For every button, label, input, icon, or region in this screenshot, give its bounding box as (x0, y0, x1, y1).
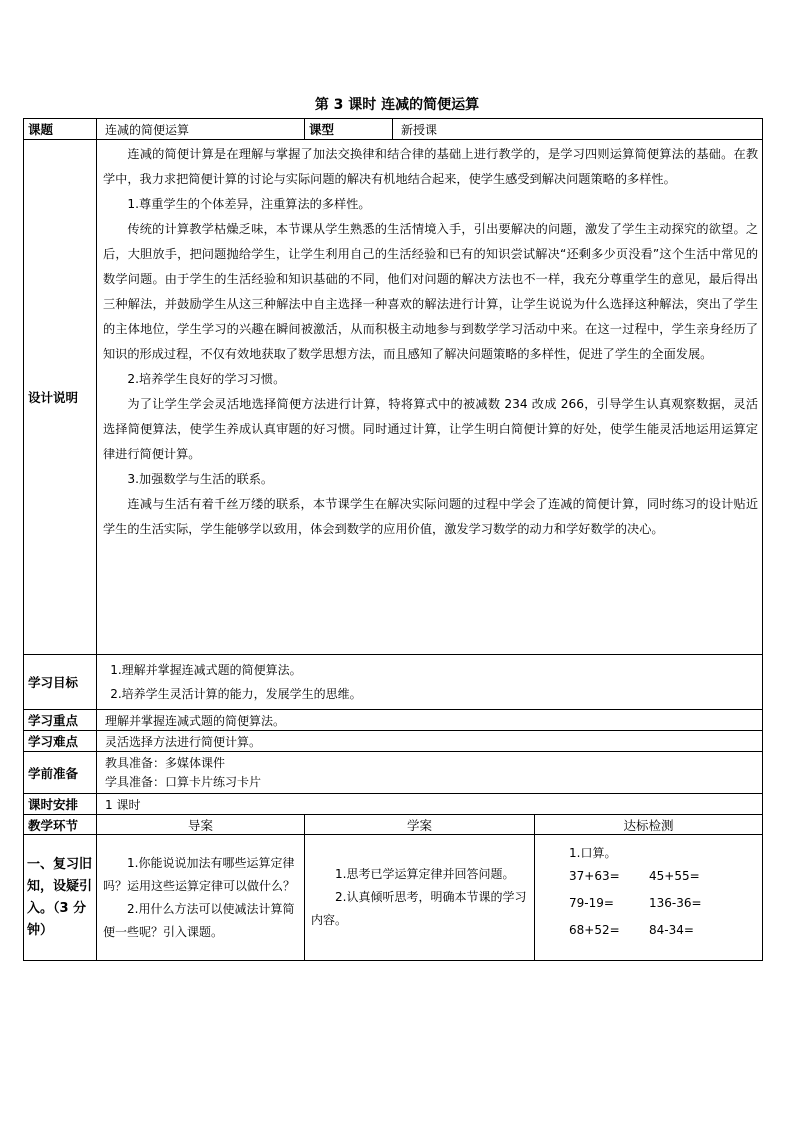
check-row (541, 863, 756, 890)
design-paragraph: 2.培养学生良好的学习习惯。 (127, 372, 286, 386)
step1-check (535, 835, 763, 961)
step1-study (305, 835, 535, 961)
study-item: 1.思考已学运算定律并回答问题。 (335, 867, 515, 881)
design-paragraph: 3.加强数学与生活的联系。 (127, 472, 274, 486)
design-label: 设计说明 (24, 140, 97, 655)
step1-row (24, 835, 763, 961)
goals-label: 学习目标 (24, 655, 97, 710)
process-label: 教学环节 (24, 815, 97, 835)
schedule-value: 1 课时 (97, 794, 763, 815)
check-expression: 68+52= (569, 923, 620, 937)
check-expression: 84-34= (649, 923, 694, 937)
guide-item: 2.用什么方法可以使减法计算简便一些呢？引入课题。 (103, 901, 295, 939)
design-paragraph: 为了让学生学会灵活地选择简便方法进行计算，特将算式中的被减数 234 改成 266，引导学生认真观察数据，灵活选择简便算法，使学生养成认真审题的好习惯。同时通过计算，让学生明白简便计算的好处，使学生能灵活地运用运算定律进行简便计算。 (103, 397, 759, 461)
difficulty-row (24, 731, 763, 752)
difficulty-label: 学习难点 (24, 731, 97, 752)
goals-row (24, 655, 763, 710)
goal-item: 1.理解并掌握连减式题的简便算法。 (110, 663, 302, 677)
key-value: 理解并掌握连减式题的简便算法。 (97, 710, 763, 731)
topic-value: 连减的简便运算 (97, 119, 305, 140)
check-row (541, 917, 756, 944)
prep-label: 学前准备 (24, 752, 97, 794)
difficulty-value: 灵活选择方法进行简便计算。 (97, 731, 763, 752)
study-header: 学案 (305, 815, 535, 835)
key-row (24, 710, 763, 731)
schedule-row (24, 794, 763, 815)
guide-header: 导案 (97, 815, 305, 835)
prep-teacher: 教具准备：多媒体课件 (105, 755, 226, 770)
check-row (541, 890, 756, 917)
topic-label: 课题 (24, 119, 97, 140)
check-header: 达标检测 (535, 815, 763, 835)
step1-name: 一、复习旧知，设疑引入。（3 分钟） (24, 835, 97, 961)
design-content (97, 140, 763, 655)
prep-content (97, 752, 763, 794)
step1-guide (97, 835, 305, 961)
topic-row (24, 119, 763, 140)
design-paragraph: 1.尊重学生的个体差异，注重算法的多样性。 (127, 197, 371, 211)
goals-content (97, 655, 763, 710)
type-label: 课型 (305, 119, 393, 140)
design-paragraph: 连减的简便计算是在理解与掌握了加法交换律和结合律的基础上进行教学的，是学习四则运算简便算法的基础。在教学中，我力求把简便计算的讨论与实际问题的解决有机地结合起来，使学生感受到解决问题策略的多样性。 (103, 147, 759, 186)
design-paragraph: 传统的计算教学枯燥乏味，本节课从学生熟悉的生活情境入手，引出要解决的问题，激发了学生主动探究的欲望。之后，大胆放手，把问题抛给学生，让学生利用自己的生活经验和已有的知识尝试解决“还剩多少页没看”这个生活中常见的数学问题。由于学生的生活经验和知识基础的不同，他们对问题的解决方法也不一样，我充分尊重学生的意见，最后得出三种解法，并鼓励学生从这三种解法中自主选择一种喜欢的解法进行计算，让学生说说为什么选择这种解法，突出了学生的主体地位，学生学习的兴趣在瞬间被激活，从而积极主动地参与到数学学习活动中来。在这一过程中，学生亲身经历了知识的形成过程，不仅有效地获取了数学思想方法，而且感知了解决问题策略的多样性，促进了学生的全面发展。 (103, 222, 759, 361)
check-expression: 79-19= (569, 896, 614, 910)
guide-item: 1.你能说说加法有哪些运算定律吗？运用这些运算定律可以做什么？ (103, 855, 296, 893)
key-label: 学习重点 (24, 710, 97, 731)
lesson-plan-table (23, 118, 763, 961)
check-expression: 37+63= (569, 869, 620, 883)
check-title: 1.口算。 (569, 846, 617, 860)
goal-item: 2.培养学生灵活计算的能力，发展学生的思维。 (110, 687, 362, 701)
type-value: 新授课 (393, 119, 763, 140)
schedule-label: 课时安排 (24, 794, 97, 815)
page-title: 第 3 课时 连减的简便运算 (314, 97, 480, 113)
study-item: 2.认真倾听思考，明确本节课的学习内容。 (311, 890, 527, 927)
process-header-row (24, 815, 763, 835)
design-paragraph: 连减与生活有着千丝万缕的联系，本节课学生在解决实际问题的过程中学会了连减的简便计算，同时练习的设计贴近学生的生活实际，学生能够学以致用，体会到数学的应用价值，激发学习数学的动力和学好数学的决心。 (103, 497, 759, 536)
prep-student: 学具准备：口算卡片练习卡片 (105, 774, 262, 789)
design-row (24, 140, 763, 655)
check-expression: 136-36= (649, 896, 702, 910)
check-expression: 45+55= (649, 869, 700, 883)
prep-row (24, 752, 763, 794)
